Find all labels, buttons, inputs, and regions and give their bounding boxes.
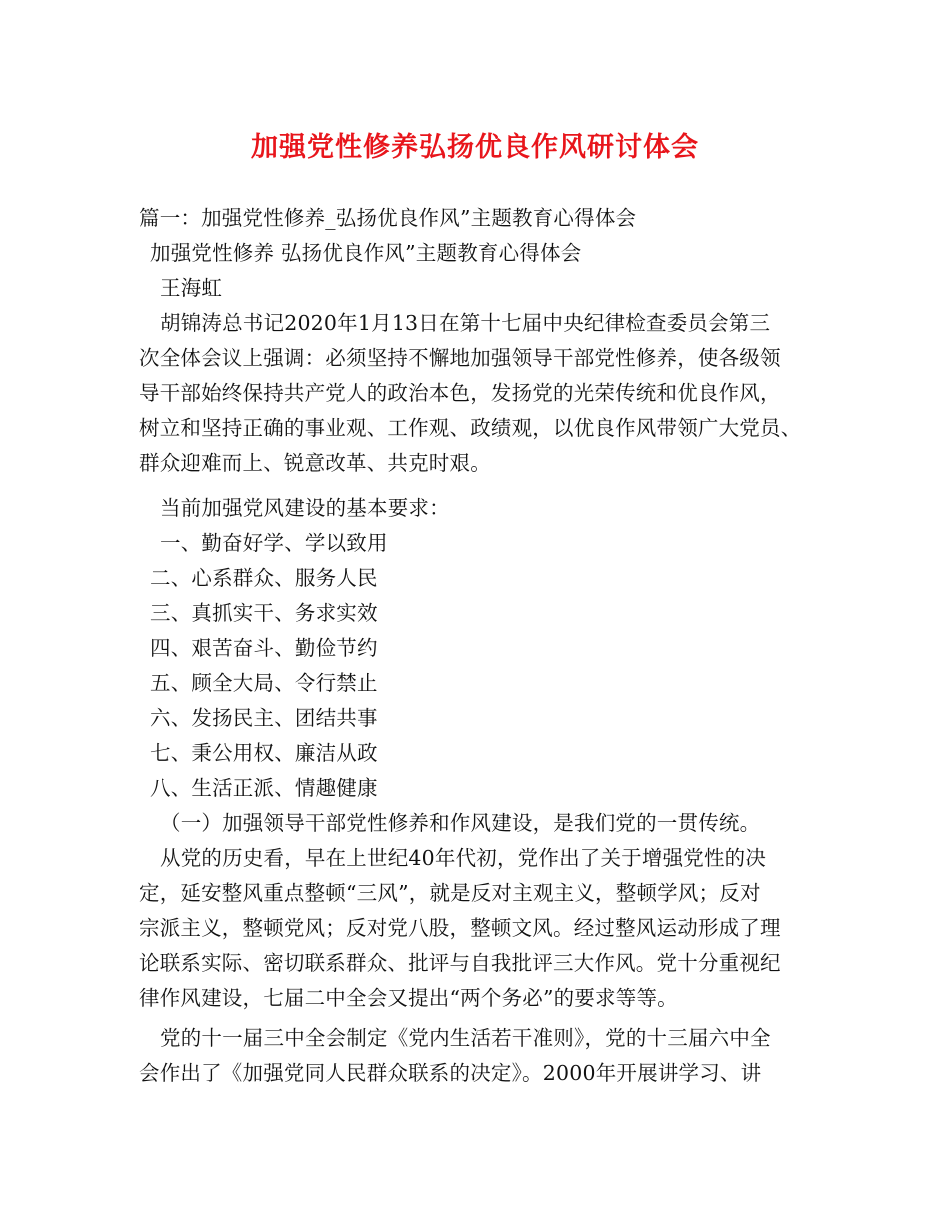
list-item: 二、心系群众、服务人民 (150, 566, 378, 590)
list-item: 一、勤奋好学、学以致用 (160, 531, 388, 555)
list-item: 七、秉公用权、廉洁从政 (150, 741, 378, 765)
text-line: 导干部始终保持共产党人的政治本色，发扬党的光荣传统和优良作风， (139, 381, 781, 405)
list-item: 四、艰苦奋斗、勤俭节约 (150, 636, 378, 660)
text-line: 定，延安整风重点整顿“三风”，就是反对主观主义，整顿学风；反对 (139, 881, 761, 905)
text-line: 从党的历史看，早在上世纪40年代初，党作出了关于增强党性的决 (160, 846, 767, 870)
text-line: 宗派主义，整顿党风；反对党八股，整顿文风。经过整风运动形成了理 (139, 916, 781, 940)
text-line: 篇一：加强党性修养_弘扬优良作风”主题教育心得体会 (139, 206, 637, 230)
text-line: 树立和坚持正确的事业观、工作观、政绩观，以优良作风带领广大党员、 (139, 416, 802, 440)
list-item: 六、发扬民主、团结共事 (150, 706, 378, 730)
text-line: 党的十一届三中全会制定《党内生活若干准则》，党的十三届六中全 (160, 1026, 771, 1050)
text-line: （一）加强领导干部党性修养和作风建设，是我们党的一贯传统。 (160, 811, 761, 835)
text-line: 群众迎难而上、锐意改革、共克时艰。 (139, 451, 491, 475)
text-line: 当前加强党风建设的基本要求： (160, 496, 450, 520)
text-line: 会作出了《加强党同人民群众联系的决定》。2000年开展讲学习、讲 (139, 1061, 762, 1085)
text-line: 王海虹 (160, 276, 223, 300)
text-line: 论联系实际、密切联系群众、批评与自我批评三大作风。党十分重视纪 (139, 951, 781, 975)
list-item: 五、顾全大局、令行禁止 (150, 671, 378, 695)
text-line: 胡锦涛总书记2020年1月13日在第十七届中央纪律检查委员会第三 (160, 311, 771, 335)
list-item: 三、真抓实干、务求实效 (150, 601, 378, 625)
text-line: 律作风建设，七届二中全会又提出“两个务必”的要求等等。 (139, 986, 678, 1010)
list-item: 八、生活正派、情趣健康 (150, 776, 378, 800)
document-title: 加强党性修养弘扬优良作风研讨体会 (251, 132, 699, 163)
text-line: 加强党性修养 弘扬优良作风”主题教育心得体会 (150, 241, 582, 265)
text-line: 次全体会议上强调：必须坚持不懈地加强领导干部党性修养，使各级领 (139, 346, 781, 370)
